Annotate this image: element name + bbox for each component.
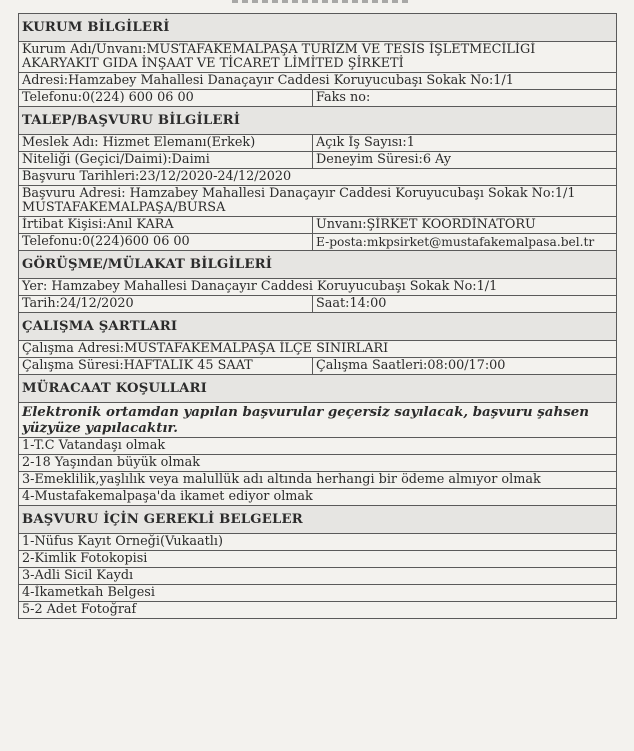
list-item	[19, 455, 617, 472]
work-duration: Çalışma Süresi:HAFTALIK 45 SAAT	[19, 358, 313, 375]
job-nature: Niteliği (Geçici/Daimi):Daimi	[19, 152, 313, 169]
list-item	[19, 489, 617, 506]
contact-person: İrtibat Kişisi:Anıl KARA	[19, 217, 313, 234]
document-item: 5-2 Adet Fotoğraf	[19, 602, 617, 619]
list-item	[19, 602, 617, 619]
list-item	[19, 438, 617, 455]
document-item: 4-İkametkah Belgesi	[19, 585, 617, 602]
section-title: BAŞVURU İÇİN GEREKLİ BELGELER	[19, 506, 617, 534]
section-title: TALEP/BAŞVURU BİLGİLERİ	[19, 107, 617, 135]
work-address: Çalışma Adresi:MUSTAFAKEMALPAŞA İLÇE SINIRLARI	[19, 341, 617, 358]
document-item: 1-Nüfus Kayıt Örneği(Vukaatlı)	[19, 534, 617, 551]
open-positions: Açık İş Sayısı:1	[313, 135, 617, 152]
institution-fax: Faks no:	[313, 90, 617, 107]
list-item	[19, 534, 617, 551]
condition-item: 3-Emeklilik,yaşlılık veya malullük adı altında herhangi bir ödeme almıyor olmak	[19, 472, 617, 489]
section-talep-heading	[19, 107, 617, 135]
interview-place: Yer: Hamzabey Mahallesi Danaçayır Caddesi Koruyucubaşı Sokak No:1/1	[19, 279, 617, 296]
interview-date: Tarih:24/12/2020	[19, 296, 313, 313]
contact-title: Unvanı:ŞİRKET KOORDİNATÖRÜ	[313, 217, 617, 234]
institution-phone: Telefonu:0(224) 600 06 00	[19, 90, 313, 107]
institution-address: Adresi:Hamzabey Mahallesi Danaçayır Caddesi Koruyucubaşı Sokak No:1/1	[19, 73, 617, 90]
section-gorusme-heading	[19, 251, 617, 279]
section-muracaat-heading	[19, 375, 617, 403]
list-item	[19, 568, 617, 585]
section-calisma-heading	[19, 313, 617, 341]
document-item: 2-Kimlik Fotokopisi	[19, 551, 617, 568]
form-row	[19, 42, 617, 73]
form-row	[19, 358, 617, 375]
list-item	[19, 551, 617, 568]
institution-name: Kurum Adı/Unvanı:MUSTAFAKEMALPAŞA TURİZM VE TESİS İŞLETMECİLİĞİ AKARYAKIT GIDA İNŞAAT VE TİCARET LİMİTED ŞİRKETİ	[19, 42, 617, 73]
section-title: GÖRÜŞME/MÜLAKAT BİLGİLERİ	[19, 251, 617, 279]
form-row	[19, 341, 617, 358]
form-row	[19, 279, 617, 296]
application-dates: Başvuru Tarihleri:23/12/2020-24/12/2020	[19, 169, 617, 186]
interview-time: Saat:14:00	[313, 296, 617, 313]
section-belgeler-heading	[19, 506, 617, 534]
profession-name: Meslek Adı: Hizmet Elemanı(Erkek)	[19, 135, 313, 152]
section-kurum-heading	[19, 14, 617, 42]
form-row	[19, 90, 617, 107]
application-note: Elektronik ortamdan yapılan başvurular geçersiz sayılacak, başvuru şahsen yüzyüze yapılacaktır.	[19, 403, 617, 438]
form-row	[19, 169, 617, 186]
job-posting-form	[18, 13, 617, 619]
form-row	[19, 186, 617, 217]
list-item	[19, 472, 617, 489]
form-row	[19, 152, 617, 169]
form-row	[19, 234, 617, 251]
section-title: KURUM BİLGİLERİ	[19, 14, 617, 42]
form-row	[19, 217, 617, 234]
work-hours: Çalışma Saatleri:08:00/17:00	[313, 358, 617, 375]
trial-period: Deneyim Süresi:6 Ay	[313, 152, 617, 169]
section-title: ÇALIŞMA ŞARTLARI	[19, 313, 617, 341]
form-row	[19, 135, 617, 152]
form-row	[19, 73, 617, 90]
document-item: 3-Adli Sicil Kaydı	[19, 568, 617, 585]
condition-item: 1-T.C Vatandaşı olmak	[19, 438, 617, 455]
contact-phone: Telefonu:0(224)600 06 00	[19, 234, 313, 251]
contact-email: E-posta:mkpsirket@mustafakemalpasa.bel.tr	[313, 234, 617, 251]
list-item	[19, 585, 617, 602]
condition-item: 2-18 Yaşından büyük olmak	[19, 455, 617, 472]
form-row	[19, 403, 617, 438]
section-title: MÜRACAAT KOŞULLARI	[19, 375, 617, 403]
form-row	[19, 296, 617, 313]
application-address: Başvuru Adresi: Hamzabey Mahallesi Danaçayır Caddesi Koruyucubaşı Sokak No:1/1 MUSTAFAKEMALPAŞA/BURSA	[19, 186, 617, 217]
cropped-top-edge	[0, 0, 634, 10]
condition-item: 4-Mustafakemalpaşa'da ikamet ediyor olmak	[19, 489, 617, 506]
